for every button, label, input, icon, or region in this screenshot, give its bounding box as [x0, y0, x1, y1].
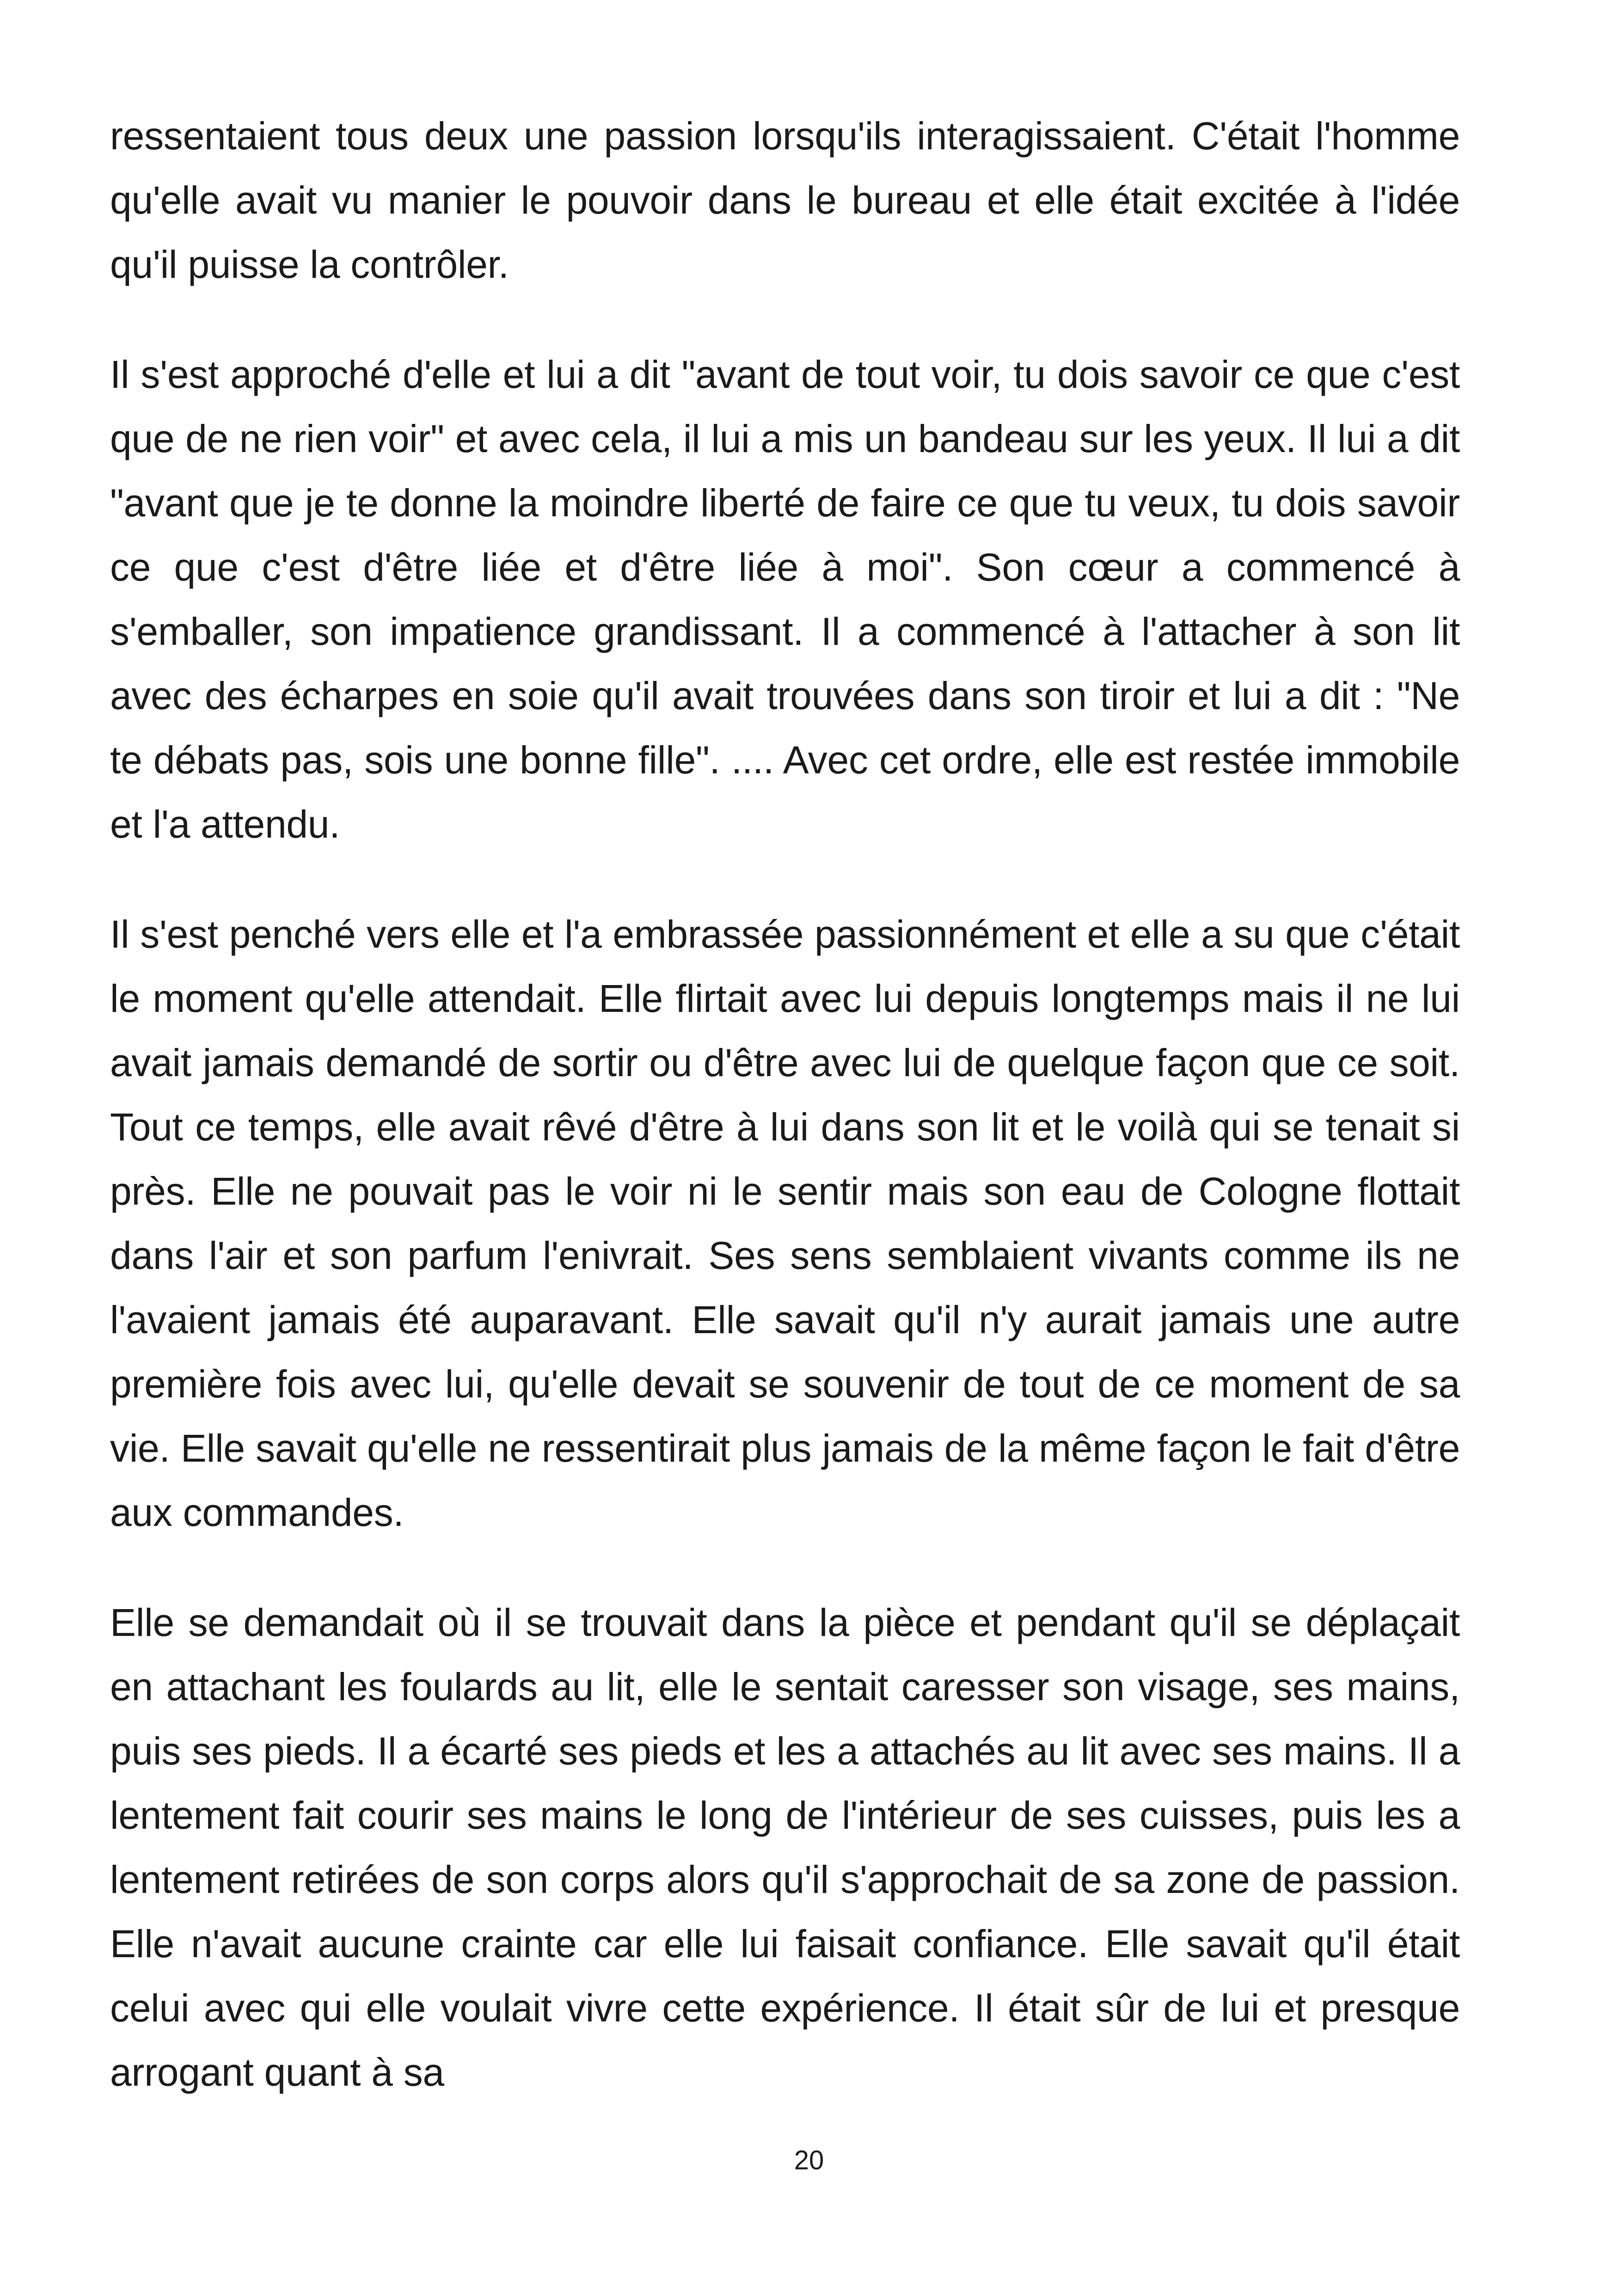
paragraph-1: ressentaient tous deux une passion lorsqu'ils interagissaient. C'était l'homme qu'elle avait vu manier le pouvoir dans le bureau et elle était excitée à l'idée qu'il puisse la contrôler. [110, 114, 1460, 286]
paragraph-4: Elle se demandait où il se trouvait dans la pièce et pendant qu'il se déplaçait en attachant les foulards au lit, elle le sentait caresser son visage, ses mains, puis ses pieds. Il a écarté ses pieds et les a attachés au lit avec ses mains. Il a lentement fait courir ses mains le long de l'intérieur de ses cuisses, puis les a lentement retirées de son corps alors qu'il s'approchait de sa zone de passion. Elle n'avait aucune crainte car elle lui faisait confiance. Elle savait qu'il était celui avec qui elle voulait vivre cette expérience. Il était sûr de lui et presque arrogant quant à sa [110, 1601, 1460, 2094]
body-text [110, 104, 1460, 2150]
paragraph-3: Il s'est penché vers elle et l'a embrassée passionnément et elle a su que c'était le moment qu'elle attendait. Elle flirtait avec lui depuis longtemps mais il ne lui avait jamais demandé de sortir ou d'être avec lui de quelque façon que ce soit. Tout ce temps, elle avait rêvé d'être à lui dans son lit et le voilà qui se tenait si près. Elle ne pouvait pas le voir ni le sentir mais son eau de Cologne flottait dans l'air et son parfum l'enivrait. Ses sens semblaient vivants comme ils ne l'avaient jamais été auparavant. Elle savait qu'il n'y aurait jamais une autre première fois avec lui, qu'elle devait se souvenir de tout de ce moment de sa vie. Elle savait qu'elle ne ressentirait plus jamais de la même façon le fait d'être aux commandes. [110, 912, 1460, 1534]
page-number: 20 [794, 2145, 824, 2175]
paragraph-2: Il s'est approché d'elle et lui a dit "avant de tout voir, tu dois savoir ce que c'est que de ne rien voir" et avec cela, il lui a mis un bandeau sur les yeux. Il lui a dit "avant que je te donne la moindre liberté de faire ce que tu veux, tu dois savoir ce que c'est d'être liée et d'être liée à moi". Son cœur a commencé à s'emballer, son impatience grandissant. Il a commencé à l'attacher à son lit avec des écharpes en soie qu'il avait trouvées dans son tiroir et lui a dit : "Ne te débats pas, sois une bonne fille". .... Avec cet ordre, elle est restée immobile et l'a attendu. [110, 353, 1460, 846]
